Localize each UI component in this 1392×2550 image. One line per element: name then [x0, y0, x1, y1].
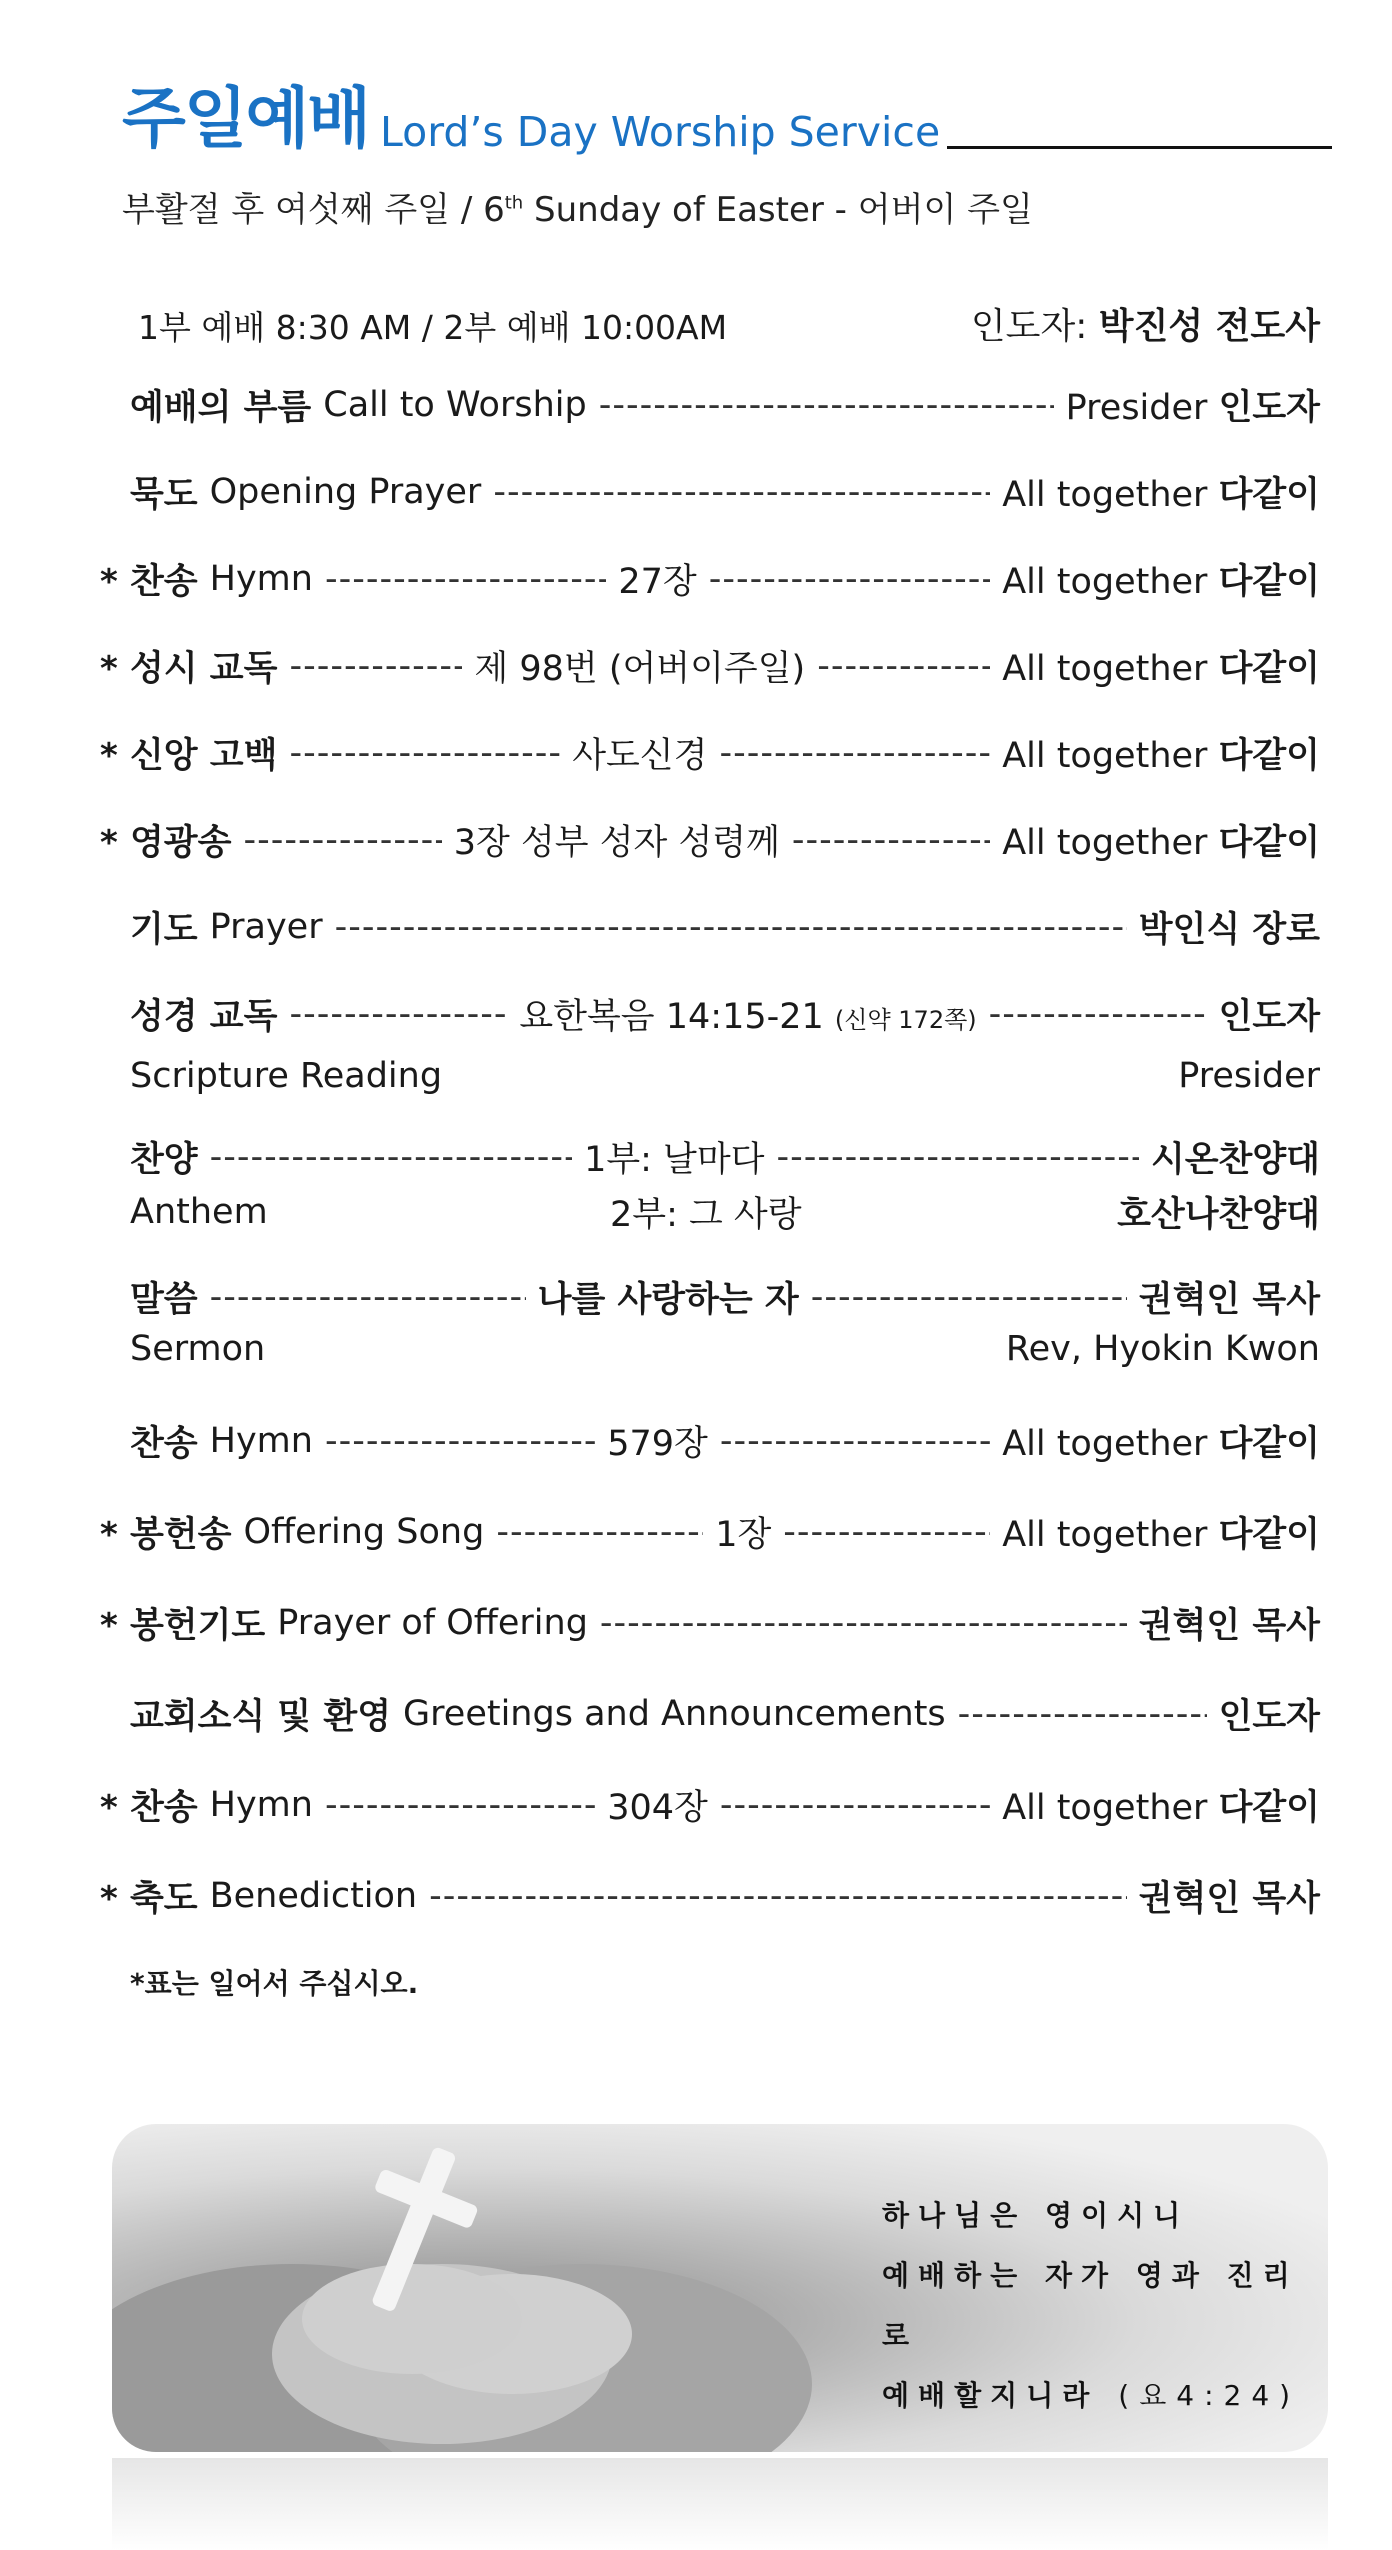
item-leader: Presider 인도자	[1065, 388, 1320, 428]
dot-leader	[719, 733, 990, 773]
item-detail: 1장	[715, 1515, 772, 1555]
page-header	[122, 80, 1332, 157]
item-title-en: Prayer of Offering	[277, 1603, 588, 1643]
dot-leader	[210, 1277, 526, 1317]
standing-marker: *	[100, 736, 118, 776]
item-leader: 인도자	[1218, 1697, 1320, 1737]
item-title-ko: 신앙 고백	[130, 736, 278, 776]
item-detail: 1부: 날마다	[584, 1140, 765, 1180]
item-leader: 권혁인 목사	[1138, 1606, 1320, 1646]
service-item	[130, 1414, 1320, 1468]
scripture-banner	[112, 2124, 1328, 2452]
dot-leader	[496, 1512, 703, 1552]
dot-leader	[243, 820, 441, 860]
dot-leader	[989, 994, 1207, 1034]
item-title-ko: 기도	[130, 910, 198, 950]
item-title-en: Prayer	[209, 907, 323, 947]
dot-leader	[429, 1876, 1127, 1916]
item-title-ko: 찬송	[130, 1788, 198, 1828]
item-detail: 요한복음 14:15-21 (신약 172쪽)	[519, 997, 977, 1037]
item-leader: All together 다같이	[1002, 736, 1320, 776]
dot-leader	[289, 994, 507, 1034]
item-title-ko: 찬송	[130, 562, 198, 602]
item-leader: All together 다같이	[1002, 649, 1320, 689]
title-english: Lord’s Day Worship Service	[380, 108, 941, 156]
subtitle: 부활절 후 여섯째 주일 / 6th Sunday of Easter - 어버이 주일	[122, 190, 1033, 230]
dot-leader	[325, 1421, 595, 1461]
item-title-ko: 축도	[130, 1879, 198, 1919]
item-detail: 304장	[607, 1788, 708, 1828]
dot-leader	[709, 559, 990, 599]
dot-leader	[493, 472, 990, 512]
item-title-ko: 교회소식 및 환영	[130, 1697, 392, 1737]
title-korean: 주일예배	[122, 80, 370, 157]
item-title-en: Call to Worship	[323, 385, 587, 425]
item-title-ko: 봉헌송	[130, 1515, 232, 1555]
item-leader: 인도자	[1218, 997, 1321, 1037]
standing-marker: *	[100, 1879, 118, 1919]
service-times: 1부 예배 8:30 AM / 2부 예배 10:00AM	[138, 308, 728, 347]
item-detail: 나를 사랑하는 자	[537, 1280, 799, 1320]
standing-marker: *	[100, 1606, 118, 1646]
item-title-en: Opening Prayer	[209, 472, 482, 512]
service-item	[130, 987, 1320, 1041]
item-title-ko: 성시 교독	[130, 649, 278, 689]
item-title-en: Benediction	[209, 1876, 418, 1916]
service-item	[100, 1596, 1320, 1650]
standing-marker: *	[100, 562, 118, 602]
dot-leader	[210, 1137, 572, 1177]
title-rule	[947, 146, 1332, 149]
service-item	[100, 726, 1320, 780]
item-leader: 권혁인 목사	[1138, 1280, 1321, 1320]
dot-leader	[720, 1785, 990, 1825]
item-title-en: Greetings and Announcements	[403, 1694, 946, 1734]
standing-marker: *	[100, 649, 118, 689]
item-title-ko: 성경 교독	[130, 997, 278, 1037]
dot-leader	[289, 733, 560, 773]
standing-marker: *	[100, 1788, 118, 1828]
dot-leader	[783, 1512, 990, 1552]
standing-marker: *	[100, 823, 118, 863]
service-item	[130, 1270, 1320, 1324]
service-item	[100, 1505, 1320, 1559]
dot-leader	[599, 385, 1054, 425]
dot-leader	[600, 1603, 1127, 1643]
item-title-ko: 봉헌기도	[130, 1606, 266, 1646]
item-leader: All together 다같이	[1002, 1515, 1320, 1555]
item-title-ko: 영광송	[130, 823, 232, 863]
service-item	[130, 900, 1320, 954]
anthem-subline: Anthem 2부: 그 사랑 호산나찬양대	[130, 1192, 1320, 1235]
item-leader: 시온찬양대	[1150, 1140, 1320, 1180]
item-title-en: Hymn	[209, 1421, 313, 1461]
item-title-ko: 묵도	[130, 475, 198, 515]
item-detail: 제 98번 (어버이주일)	[474, 649, 806, 689]
item-title-ko: 예배의 부름	[130, 388, 312, 428]
dot-leader	[720, 1421, 990, 1461]
dot-leader	[325, 559, 606, 599]
service-item	[100, 552, 1321, 606]
service-item	[100, 813, 1321, 867]
service-item	[130, 378, 1320, 432]
worship-leader: 인도자: 박진성 전도사	[970, 306, 1320, 347]
item-leader: 박인식 장로	[1138, 910, 1320, 950]
item-title-en: Offering Song	[243, 1512, 485, 1552]
dot-leader	[817, 646, 990, 686]
item-title-en: Hymn	[209, 1785, 313, 1825]
item-leader: All together 다같이	[1002, 1424, 1320, 1464]
service-item	[100, 639, 1320, 693]
standing-note: *표는 일어서 주십시오.	[130, 1967, 419, 2000]
item-leader: All together 다같이	[1002, 562, 1321, 602]
item-title-ko: 말씀	[130, 1280, 198, 1320]
item-title-en: Hymn	[209, 559, 313, 599]
item-title-ko: 찬양	[130, 1140, 198, 1180]
item-detail: 사도신경	[572, 736, 708, 776]
service-item	[130, 465, 1320, 519]
item-detail: 27장	[618, 562, 697, 602]
standing-marker: *	[100, 1515, 118, 1555]
bible-verse: 하나님은 영이시니 예배하는 자가 영과 진리로 예배할지니라 (요4:24)	[882, 2199, 1301, 2412]
dot-leader	[958, 1694, 1207, 1734]
service-item	[130, 1130, 1320, 1184]
item-leader: 권혁인 목사	[1138, 1879, 1320, 1919]
dot-leader	[777, 1137, 1139, 1177]
dot-leader	[325, 1785, 595, 1825]
item-leader: All together 다같이	[1002, 475, 1320, 515]
item-detail: 3장 성부 성자 성령께	[453, 823, 780, 863]
item-detail: 579장	[607, 1424, 708, 1464]
service-item	[130, 1687, 1320, 1741]
item-leader: All together 다같이	[1002, 823, 1321, 863]
dot-leader	[811, 1277, 1127, 1317]
item-title-ko: 찬송	[130, 1424, 198, 1464]
sermon-subline: Sermon Rev, Hyokin Kwon	[130, 1329, 1320, 1369]
scripture-subline: Scripture Reading Presider	[130, 1056, 1320, 1096]
dot-leader	[289, 646, 462, 686]
service-item	[100, 1778, 1320, 1832]
item-leader: All together 다같이	[1002, 1788, 1320, 1828]
dot-leader	[335, 907, 1127, 947]
banner-reflection	[112, 2458, 1328, 2550]
dot-leader	[792, 820, 990, 860]
service-item	[100, 1869, 1320, 1923]
